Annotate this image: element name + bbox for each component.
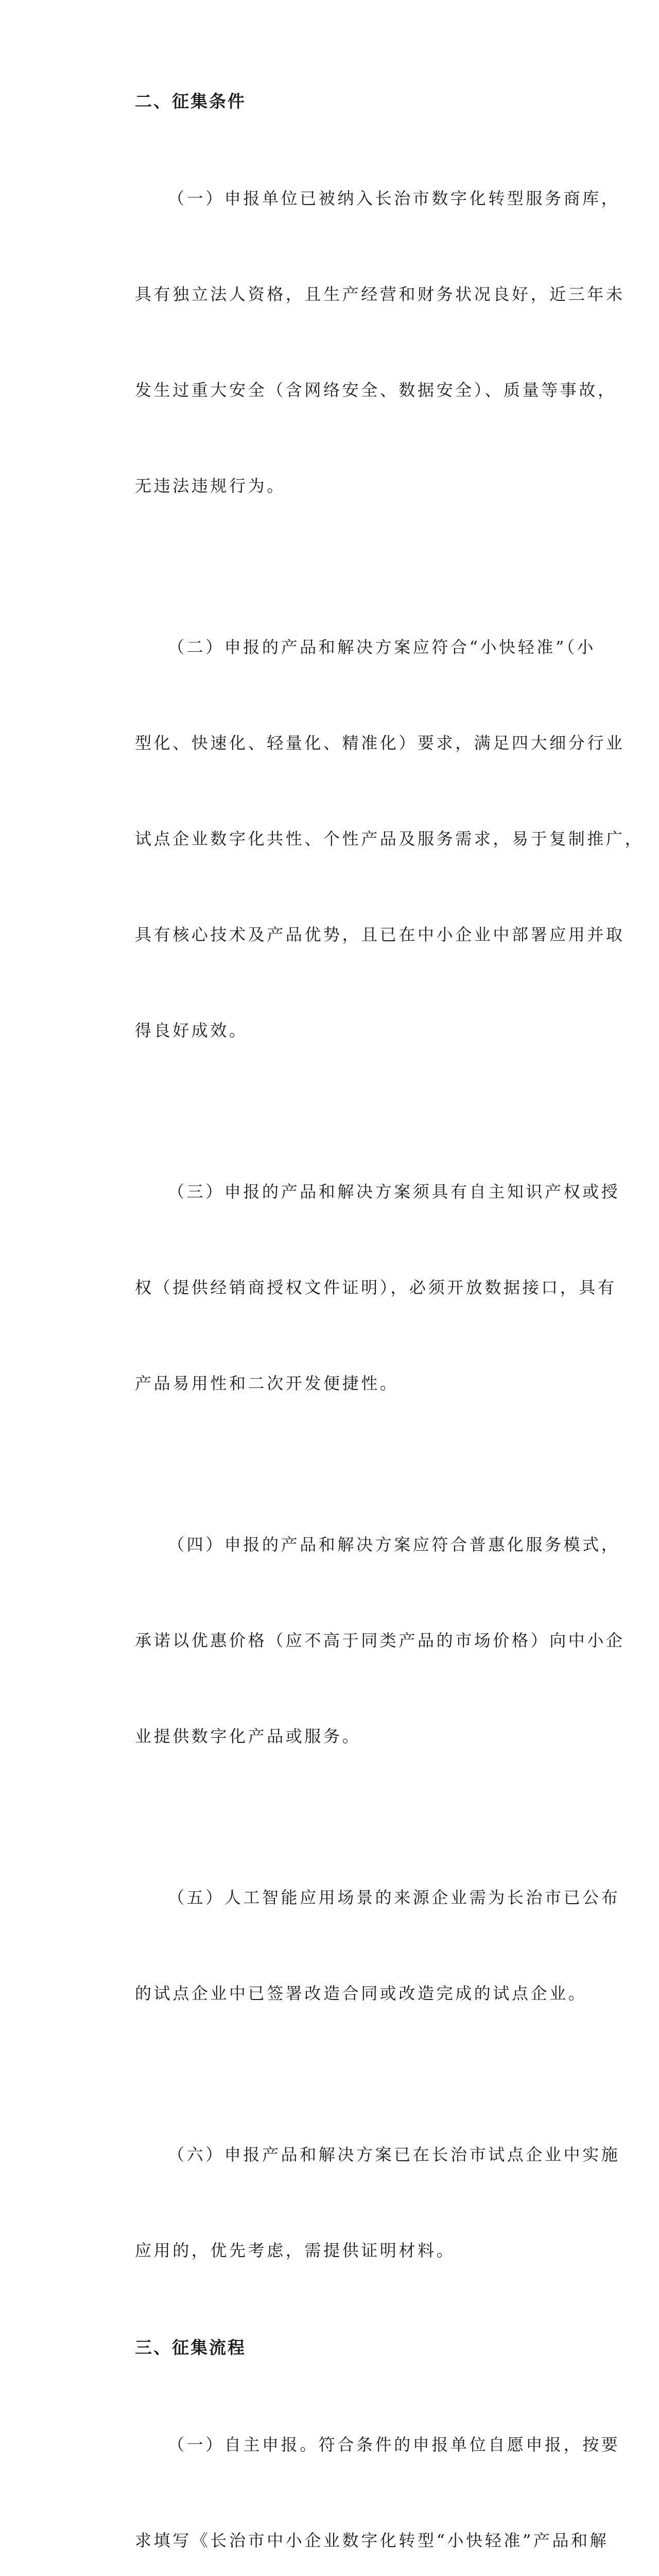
- text-line: 型化、快速化、轻量化、精准化）要求，满足四大细分行业: [135, 733, 625, 753]
- text-line: 求填写《长治市中小企业数字化转型“小快轻准”产品和解: [135, 2531, 609, 2550]
- text-line: （一）申报单位已被纳入长治市数字化转型服务商库，: [168, 189, 620, 208]
- paragraph-condition-6: [102, 2075, 620, 2330]
- text-line: 得良好成效。: [135, 1021, 248, 1040]
- text-line: （二）申报的产品和解决方案应符合“小快轻准”（小: [168, 637, 596, 657]
- text-line: （五）人工智能应用场景的来源企业需为长治市已公布: [168, 1888, 620, 1907]
- text-line: （一）自主申报。符合条件的申报单位自愿申报，按要: [168, 2435, 620, 2454]
- text-line: 试点企业数字化共性、个性产品及服务需求，易于复制推广，: [135, 829, 644, 849]
- section-collection-process: [102, 2332, 620, 2576]
- text-line: （六）申报产品和解决方案已在长治市试点企业中实施: [168, 2145, 620, 2164]
- paragraph-condition-2: [102, 567, 644, 1110]
- paragraph-process-1: [102, 2365, 620, 2576]
- paragraph-condition-1: [102, 118, 625, 566]
- section-heading: 二、征集条件: [135, 91, 246, 111]
- text-line: （三）申报的产品和解决方案须具有自主知识产权或授: [168, 1182, 620, 1201]
- paragraph-condition-4: [102, 1465, 625, 1816]
- text-line: 无违法违规行为。: [135, 476, 286, 496]
- text-line: 承诺以优惠价格（应不高于同类产品的市场价格）向中小企: [135, 1631, 625, 1650]
- text-line: 的试点企业中已签署改造合同或改造完成的试点企业。: [135, 1984, 587, 2003]
- document-body: [102, 86, 644, 2576]
- section-heading: 三、征集流程: [135, 2337, 246, 2358]
- text-line: 发生过重大安全（含网络安全、数据安全）、质量等事故，: [135, 380, 617, 400]
- text-line: 具有独立法人资格，且生产经营和财务状况良好，近三年未: [135, 284, 625, 304]
- paragraph-condition-3: [102, 1112, 620, 1463]
- text-line: 应用的，优先考虑，需提供证明材料。: [135, 2241, 456, 2260]
- section-collection-conditions: [102, 86, 644, 2330]
- text-line: 具有核心技术及产品优势，且已在中小企业中部署应用并取: [135, 925, 625, 944]
- paragraph-condition-5: [102, 1818, 620, 2073]
- text-line: （四）申报的产品和解决方案应符合普惠化服务模式，: [168, 1535, 620, 1554]
- text-line: 业提供数字化产品或服务。: [135, 1726, 361, 1746]
- text-line: 产品易用性和二次开发便捷性。: [135, 1374, 399, 1393]
- text-line: 权（提供经销商授权文件证明），必须开放数据接口，具有: [135, 1278, 617, 1297]
